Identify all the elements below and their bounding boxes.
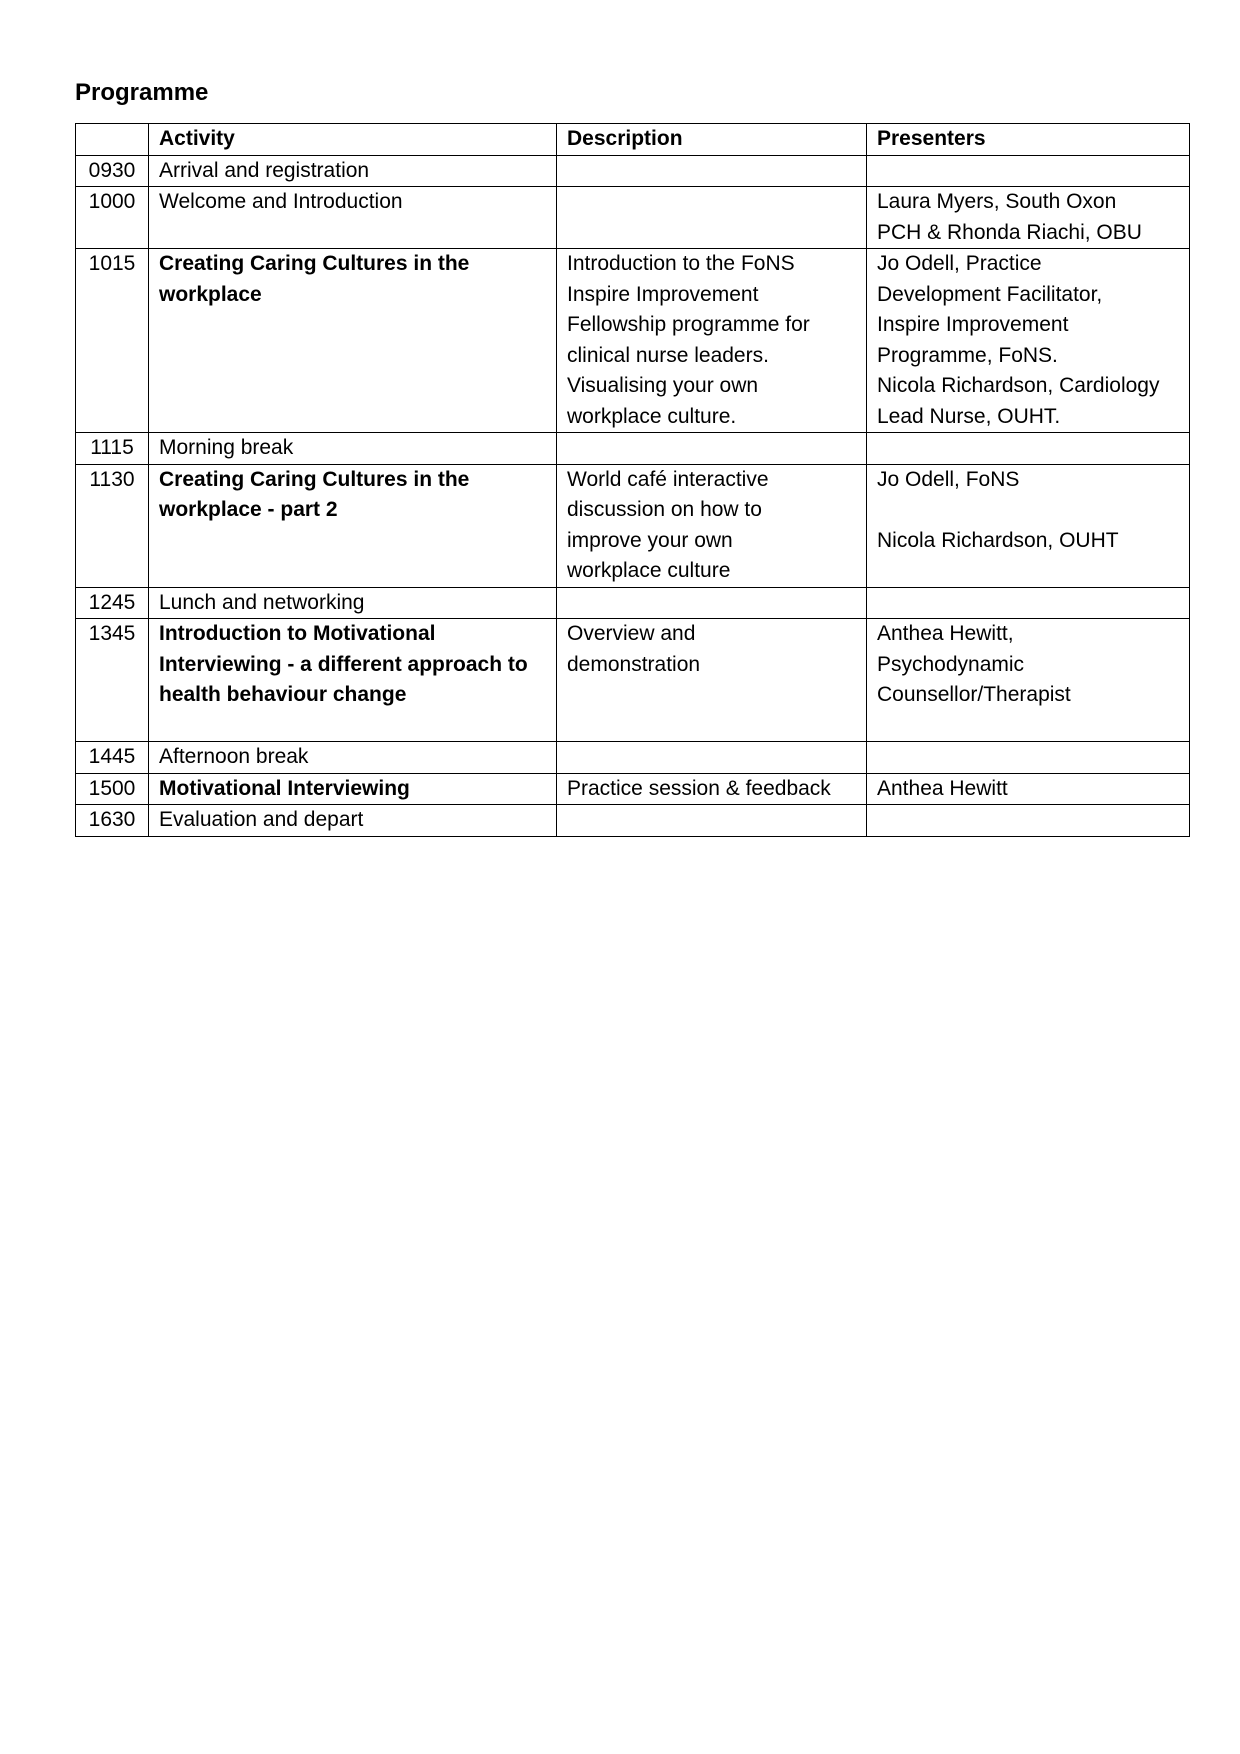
- blank-line: [877, 711, 1179, 742]
- presenters-cell: [867, 187, 1190, 249]
- presenters-line: Laura Myers, South Oxon: [877, 190, 1117, 213]
- description-line: improve your own: [567, 528, 733, 552]
- description-line: Practice session & feedback: [567, 776, 831, 800]
- description-line: clinical nurse leaders.: [567, 343, 769, 367]
- description-cell: [557, 587, 867, 619]
- time-cell: 1015: [76, 249, 149, 433]
- presenters-line: Anthea Hewitt: [877, 776, 1008, 800]
- time-cell: 1115: [76, 433, 149, 465]
- table-row: [76, 805, 1190, 837]
- activity-cell: Motivational Interviewing: [149, 773, 557, 805]
- description-line: Inspire Improvement: [567, 282, 759, 306]
- time-cell: 1445: [76, 742, 149, 774]
- table-row: [76, 187, 1190, 249]
- time-cell: 1245: [76, 587, 149, 619]
- presenters-line: Programme, FoNS.: [877, 343, 1058, 367]
- presenters-cell: [867, 464, 1190, 587]
- header-presenters: Presenters: [867, 124, 1190, 156]
- presenters-cell: [867, 742, 1190, 774]
- presenters-line: PCH & Rhonda Riachi, OBU: [877, 220, 1142, 244]
- description-cell: [557, 433, 867, 465]
- description-cell: [557, 249, 867, 433]
- activity-cell: Welcome and Introduction: [149, 187, 557, 249]
- table-row: [76, 155, 1190, 187]
- programme-body: [76, 155, 1190, 836]
- table-row: [76, 587, 1190, 619]
- table-row: [76, 433, 1190, 465]
- presenters-line: Development Facilitator,: [877, 282, 1103, 306]
- presenters-line: Anthea Hewitt,: [877, 622, 1014, 645]
- description-cell: [557, 805, 867, 837]
- activity-cell: Introduction to Motivational Interviewing - a different approach to health behaviour change: [149, 619, 557, 742]
- description-line: Introduction to the FoNS: [567, 252, 795, 275]
- presenters-line: Lead Nurse, OUHT.: [877, 404, 1061, 428]
- presenters-line: Inspire Improvement: [877, 313, 1069, 336]
- blank-line: [877, 495, 1179, 526]
- activity-cell: Evaluation and depart: [149, 805, 557, 837]
- presenters-line: Psychodynamic: [877, 652, 1025, 676]
- description-line: workplace culture: [567, 559, 731, 582]
- presenters-line: Jo Odell, FoNS: [877, 467, 1020, 491]
- programme-table: [75, 123, 1190, 837]
- activity-cell: Creating Caring Cultures in the workplace - part 2: [149, 464, 557, 587]
- time-cell: 1500: [76, 773, 149, 805]
- page-title: Programme: [75, 79, 209, 106]
- activity-cell: Arrival and registration: [149, 155, 557, 187]
- table-row: [76, 464, 1190, 587]
- time-cell: 1000: [76, 187, 149, 249]
- activity-cell: Creating Caring Cultures in the workplace: [149, 249, 557, 433]
- presenters-cell: [867, 155, 1190, 187]
- presenters-cell: [867, 433, 1190, 465]
- description-cell: [557, 187, 867, 249]
- header-time: [76, 124, 149, 156]
- presenters-line: Jo Odell, Practice: [877, 252, 1042, 275]
- description-cell: [557, 464, 867, 587]
- time-cell: 1630: [76, 805, 149, 837]
- description-cell: [557, 155, 867, 187]
- table-row: [76, 249, 1190, 433]
- table-row: [76, 773, 1190, 805]
- presenters-line: Counsellor/Therapist: [877, 683, 1071, 706]
- presenters-cell: [867, 587, 1190, 619]
- description-line: Visualising your own: [567, 374, 759, 397]
- activity-cell: Morning break: [149, 433, 557, 465]
- table-row: [76, 742, 1190, 774]
- description-line: workplace culture.: [567, 404, 737, 428]
- presenters-line: Nicola Richardson, Cardiology: [877, 374, 1160, 397]
- description-cell: [557, 742, 867, 774]
- presenters-line: Nicola Richardson, OUHT: [877, 528, 1119, 552]
- table-row: [76, 619, 1190, 742]
- header-description: Description: [557, 124, 867, 156]
- presenters-cell: [867, 773, 1190, 805]
- header-activity: Activity: [149, 124, 557, 156]
- activity-cell: Afternoon break: [149, 742, 557, 774]
- description-line: demonstration: [567, 652, 701, 676]
- description-line: discussion on how to: [567, 498, 762, 521]
- time-cell: 0930: [76, 155, 149, 187]
- description-line: World café interactive: [567, 467, 769, 491]
- description-line: Fellowship programme for: [567, 313, 810, 336]
- presenters-cell: [867, 619, 1190, 742]
- presenters-cell: [867, 805, 1190, 837]
- table-header-row: [76, 124, 1190, 156]
- time-cell: 1130: [76, 464, 149, 587]
- activity-cell: Lunch and networking: [149, 587, 557, 619]
- description-cell: [557, 619, 867, 742]
- description-line: Overview and: [567, 622, 696, 645]
- time-cell: 1345: [76, 619, 149, 742]
- description-cell: [557, 773, 867, 805]
- presenters-cell: [867, 249, 1190, 433]
